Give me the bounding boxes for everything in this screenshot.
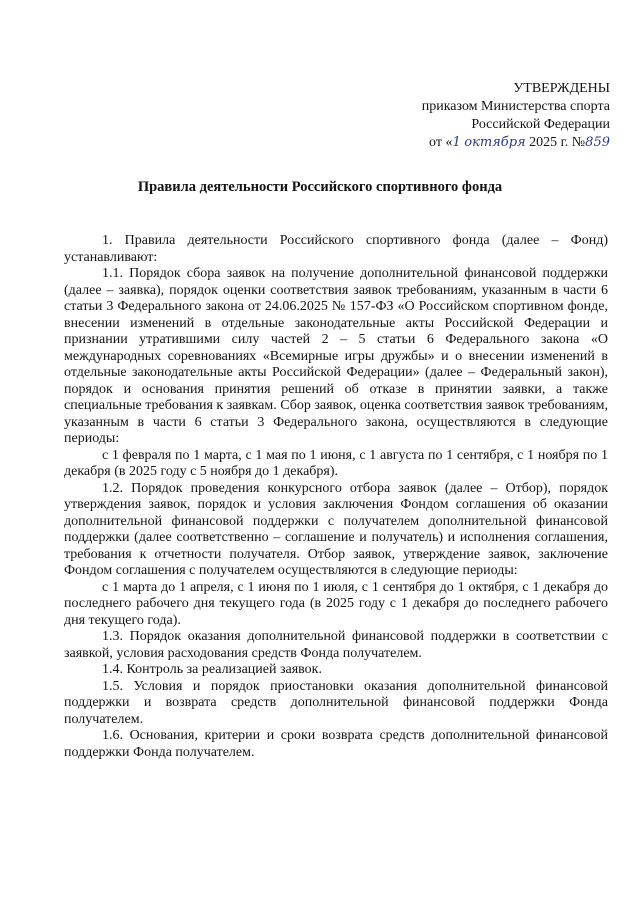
paragraph-1-6: 1.6. Основания, критерии и сроки возврата средств дополнительной финансовой поддержки Фонда получателем. bbox=[64, 728, 608, 760]
paragraph-1-5: 1.5. Условия и порядок приостановки оказания дополнительной финансовой поддержки и возврата средств дополнительной финансовой поддержки Фонда получателем. bbox=[64, 678, 608, 727]
date-prefix: от « bbox=[429, 135, 453, 150]
handwritten-number: 859 bbox=[585, 135, 610, 150]
paragraph-1-1-periods: с 1 февраля по 1 марта, с 1 мая по 1 июня, с 1 августа по 1 сентября, с 1 ноября по 1 декабря (в 2025 году с 5 ноября до 1 декабря). bbox=[64, 447, 608, 479]
paragraph-1-2-periods: с 1 марта до 1 апреля, с 1 июня по 1 июля, с 1 сентября до 1 октября, с 1 декабря до последнего рабочего дня текущего года (в 2025 году с 1 декабря до последнего рабочего дня текущего года). bbox=[64, 579, 608, 628]
paragraph-1: 1. Правила деятельности Российского спортивного фонда (далее – Фонд) устанавливают: bbox=[64, 233, 608, 265]
handwritten-day: 1 bbox=[452, 135, 461, 150]
approval-date-line bbox=[360, 134, 610, 152]
approval-heading: УТВЕРЖДЕНЫ bbox=[513, 81, 610, 96]
date-suffix: 2025 г. № bbox=[529, 135, 586, 150]
approval-line-ministry: приказом Министерства спорта bbox=[421, 99, 610, 114]
approval-block bbox=[360, 80, 610, 152]
handwritten-month: октября bbox=[464, 135, 526, 150]
document-title: Правила деятельности Российского спортивного фонда bbox=[137, 179, 503, 195]
document-body bbox=[64, 233, 608, 761]
approval-line-federation: Российской Федерации bbox=[471, 117, 610, 132]
paragraph-1-1: 1.1. Порядок сбора заявок на получение дополнительной финансовой поддержки (далее – заявка), порядок оценки соответствия заявок требованиям, указанным в части 6 статьи 3 Федерального закона от 24.06.2025 № 157-ФЗ «О Российском спортивном фонде, внесении изменений в отдельные законодательные акты Российской Федерации и признании утратившими силу частей 2 – 5 статьи 6 Федерального закона «О международных соревнованиях «Всемирные игры дружбы» и о внесении изменений в отдельные законодательные акты Российской Федерации» (далее – Федеральный закон), порядок и основания принятия решений об отказе в принятии заявки, а также специальные требования к заявкам. Сбор заявок, оценка соответствия заявок требованиям, указанным в части 6 статьи 3 Федерального закона, осуществляются в следующие периоды: bbox=[64, 266, 608, 446]
paragraph-1-2: 1.2. Порядок проведения конкурсного отбора заявок (далее – Отбор), порядок утверждения заявок, порядок и условия заключения Фондом соглашения об оказании дополнительной финансовой поддержки с получателем дополнительной финансовой поддержки (далее соответственно – соглашение и получатель) и исполнения соглашения, требования к отчетности получателя. Отбор заявок, утверждение заявок, заключение Фондом соглашения с получателем осуществляются в следующие периоды: bbox=[64, 480, 608, 578]
paragraph-1-4: 1.4. Контроль за реализацией заявок. bbox=[102, 662, 322, 677]
paragraph-1-3: 1.3. Порядок оказания дополнительной финансовой поддержки в соответствии с заявкой, условия расходования средств Фонда получателем. bbox=[64, 629, 608, 661]
